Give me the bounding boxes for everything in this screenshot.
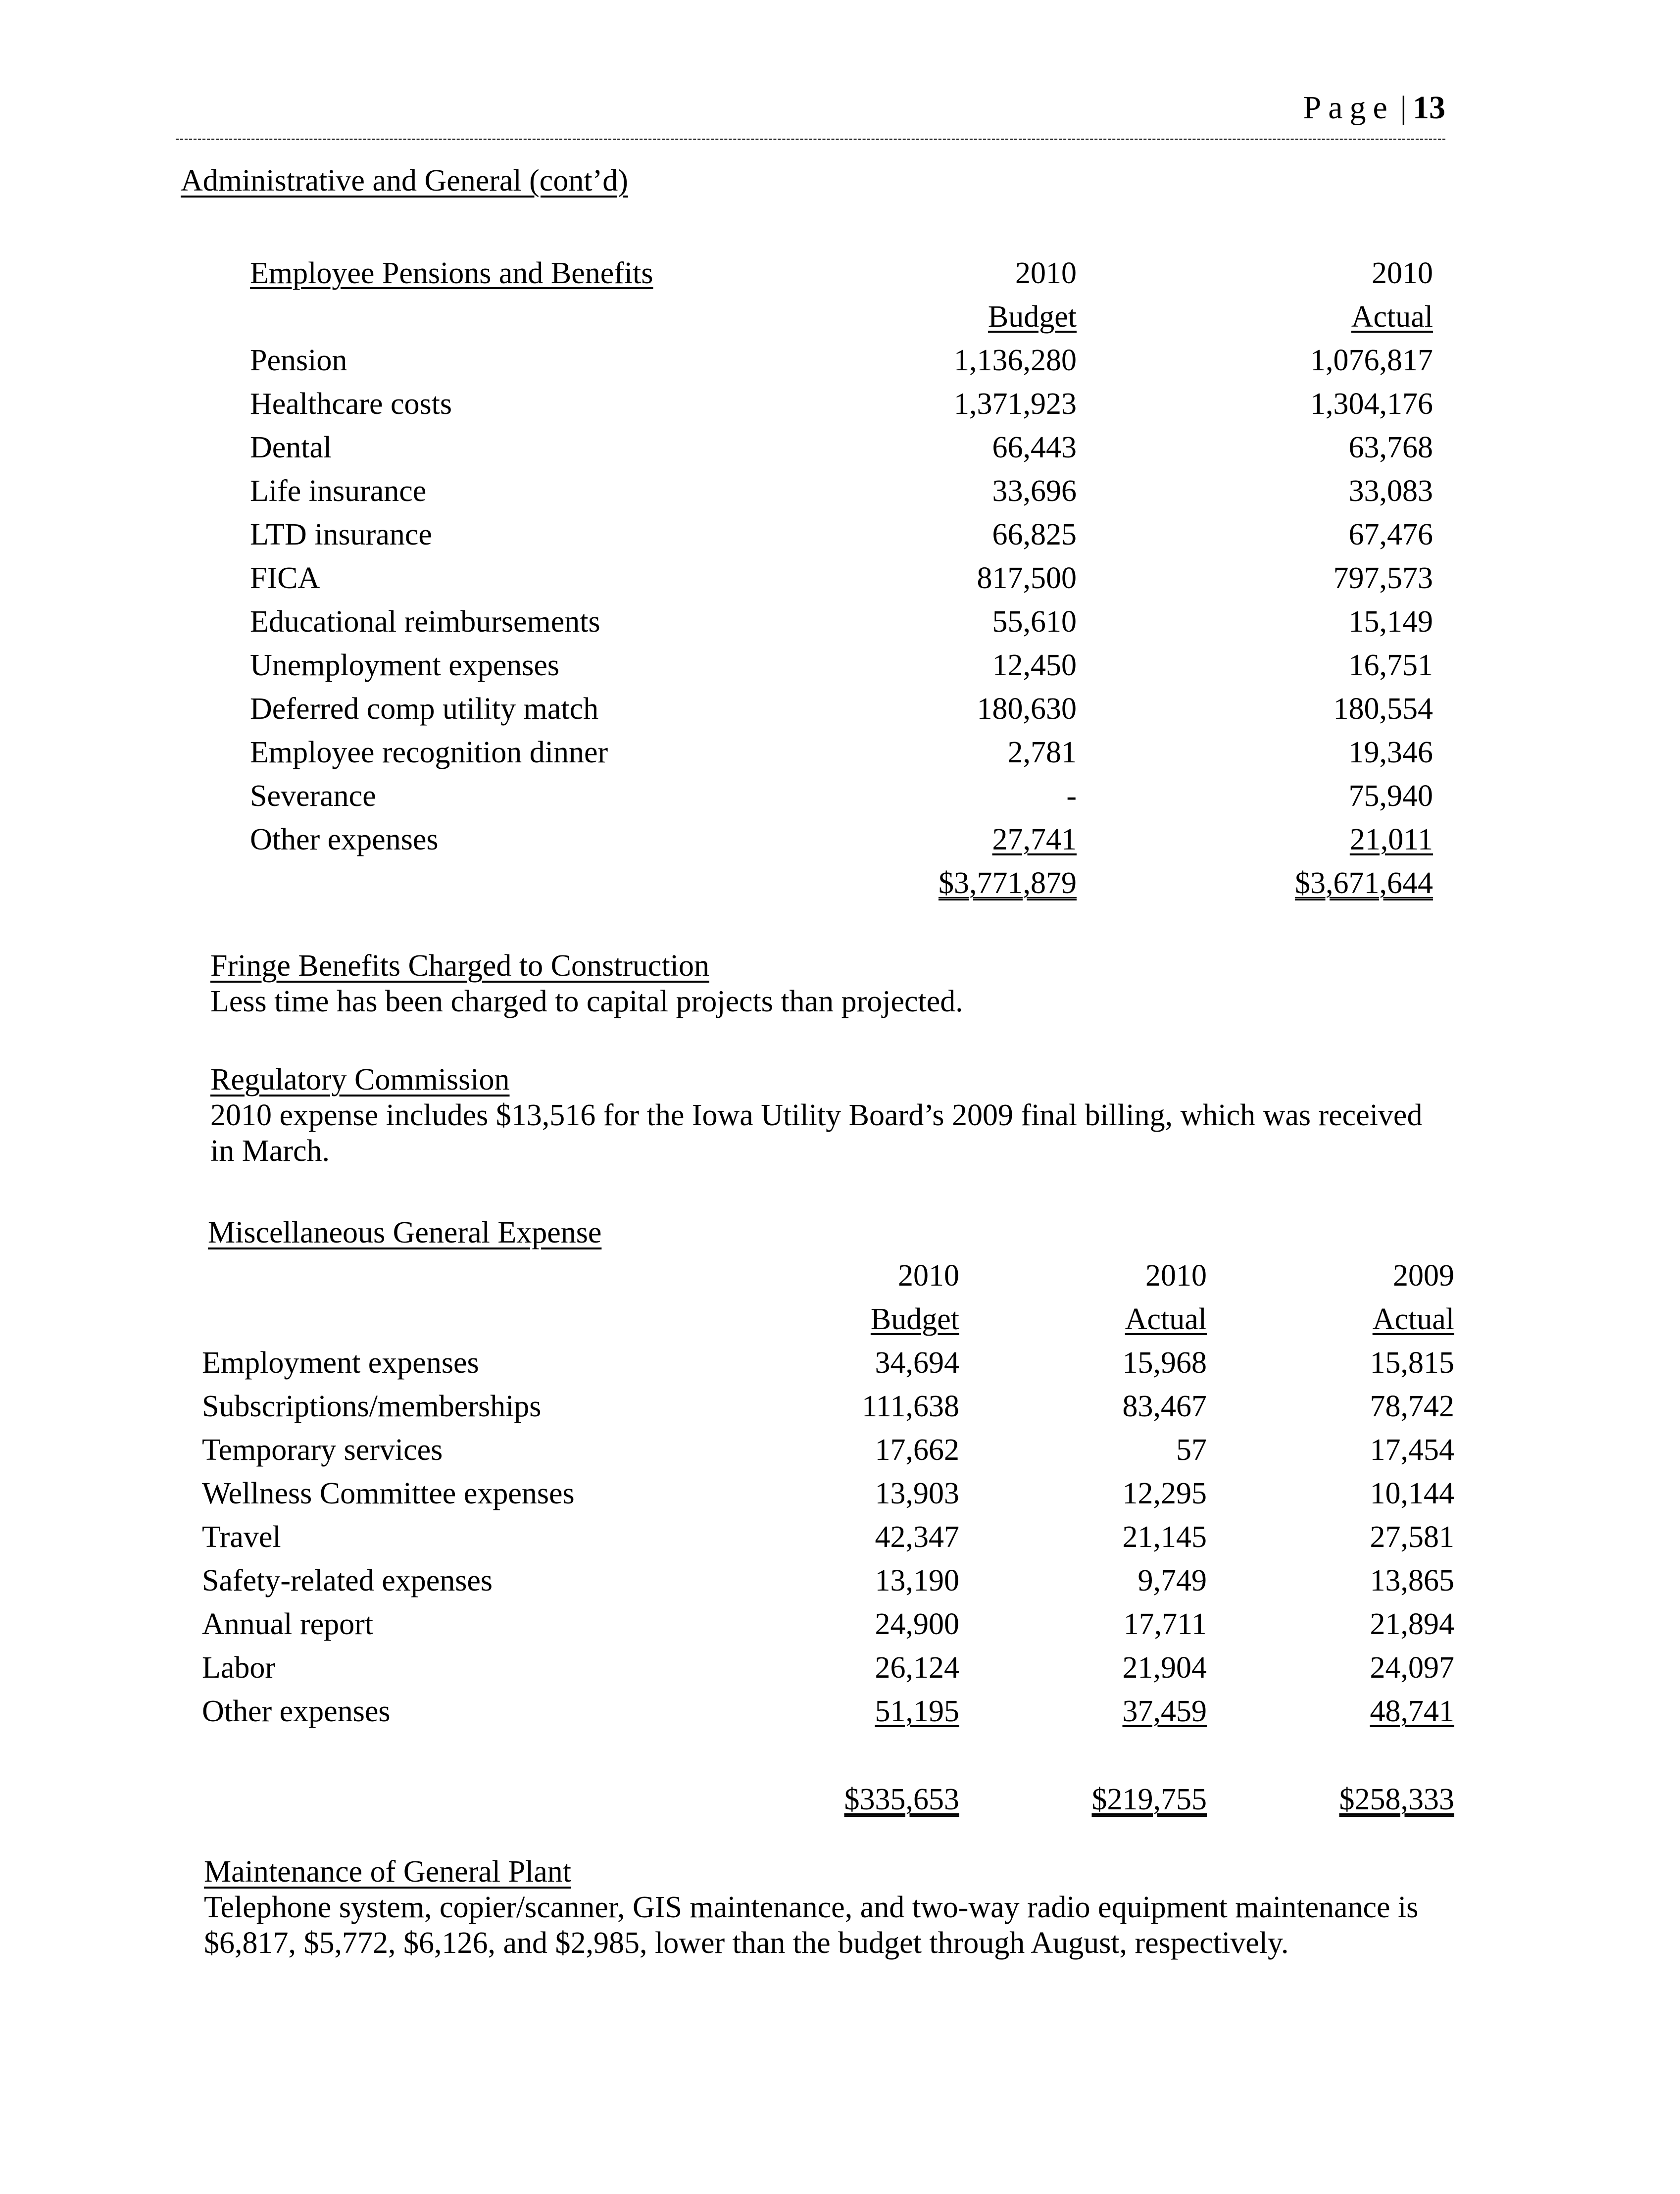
misc-col-year: 2010 — [1145, 1259, 1207, 1293]
misc-col-label: Budget — [870, 1302, 959, 1336]
budget-2010-value: 26,124 — [875, 1651, 959, 1685]
row-label: Dental — [250, 431, 332, 464]
budget-value: 2,781 — [1007, 736, 1077, 769]
regulatory-title: Regulatory Commission — [210, 1063, 510, 1097]
table-row — [202, 1598, 1454, 1642]
misc-table — [202, 1250, 1454, 1817]
table-row — [250, 814, 1433, 857]
actual-2010-value: 9,749 — [1137, 1564, 1207, 1597]
actual-2009-value: 24,097 — [1370, 1651, 1454, 1685]
budget-2010-total: $335,653 — [844, 1783, 959, 1816]
budget-value: 66,825 — [992, 518, 1077, 551]
table-row — [250, 727, 1433, 770]
row-label: Other expenses — [202, 1695, 391, 1728]
pensions-col-label: Budget — [988, 300, 1077, 334]
budget-value: 55,610 — [992, 605, 1077, 639]
actual-2010-value: 17,711 — [1123, 1607, 1207, 1641]
actual-value: 63,768 — [1348, 431, 1433, 464]
row-label: Annual report — [202, 1607, 374, 1641]
row-label: Deferred comp utility match — [250, 692, 599, 726]
table-row — [202, 1381, 1454, 1424]
pensions-table — [250, 248, 1433, 901]
section-title: Administrative and General (cont’d) — [181, 164, 628, 198]
actual-value: 1,076,817 — [1310, 344, 1433, 377]
actual-2010-value: 15,968 — [1122, 1346, 1207, 1380]
fringe-title: Fringe Benefits Charged to Construction — [210, 949, 709, 983]
row-label: Pension — [250, 344, 347, 377]
table-row — [250, 378, 1433, 422]
table-row — [202, 1642, 1454, 1686]
fringe-text: Less time has been charged to capital projects than projected. — [210, 985, 963, 1018]
budget-value: 817,500 — [977, 561, 1077, 595]
page-header — [176, 89, 1445, 140]
actual-2010-value: 12,295 — [1122, 1477, 1207, 1510]
budget-2010-value: 42,347 — [875, 1520, 959, 1554]
actual-total: $3,671,644 — [1295, 866, 1433, 900]
actual-2010-value: 83,467 — [1122, 1390, 1207, 1423]
budget-value: 1,371,923 — [954, 387, 1077, 421]
row-label: Other expenses — [250, 823, 439, 856]
row-label: LTD insurance — [250, 518, 432, 551]
pensions-col-year: 2010 — [1372, 256, 1433, 290]
table-row — [250, 465, 1433, 509]
misc-header-year-row — [202, 1250, 1454, 1294]
row-label: Subscriptions/memberships — [202, 1390, 542, 1423]
row-label: FICA — [250, 561, 320, 595]
table-row — [202, 1511, 1454, 1555]
actual-2010-total: $219,755 — [1091, 1783, 1207, 1816]
pensions-col-year: 2010 — [1015, 256, 1077, 290]
actual-value: 180,554 — [1333, 692, 1433, 726]
row-label: Unemployment expenses — [250, 648, 560, 682]
total-row — [250, 857, 1433, 901]
actual-2010-value: 57 — [1176, 1433, 1207, 1467]
page-number-label — [1303, 89, 1445, 127]
budget-value: 66,443 — [992, 431, 1077, 464]
budget-2010-value: 111,638 — [862, 1390, 959, 1423]
row-label: Healthcare costs — [250, 387, 452, 421]
row-label: Temporary services — [202, 1433, 443, 1467]
budget-2010-value: 51,195 — [875, 1695, 959, 1728]
budget-2010-value: 13,903 — [875, 1477, 959, 1510]
table-row — [202, 1337, 1454, 1381]
misc-col-year: 2009 — [1393, 1259, 1454, 1293]
actual-2010-value: 37,459 — [1122, 1695, 1207, 1728]
actual-value: 33,083 — [1348, 474, 1433, 508]
table-row — [250, 422, 1433, 465]
misc-header-label-row — [202, 1294, 1454, 1337]
table-row — [250, 640, 1433, 683]
fringe-section — [210, 948, 1448, 1019]
row-label: Wellness Committee expenses — [202, 1477, 575, 1510]
misc-col-label: Actual — [1372, 1302, 1454, 1336]
table-row — [250, 683, 1433, 727]
budget-2010-value: 34,694 — [875, 1346, 959, 1380]
budget-2010-value: 13,190 — [875, 1564, 959, 1597]
budget-value: 1,136,280 — [954, 344, 1077, 377]
actual-2009-value: 10,144 — [1370, 1477, 1454, 1510]
misc-col-year: 2010 — [898, 1259, 959, 1293]
table-row — [250, 509, 1433, 552]
page-number: 13 — [1413, 90, 1445, 126]
actual-value: 16,751 — [1348, 648, 1433, 682]
actual-2010-value: 21,904 — [1122, 1651, 1207, 1685]
row-label: Life insurance — [250, 474, 427, 508]
regulatory-text: 2010 expense includes $13,516 for the Iowa Utility Board’s 2009 final billing, which was received in March. — [210, 1098, 1423, 1168]
actual-value: 1,304,176 — [1310, 387, 1433, 421]
budget-value: - — [1066, 779, 1077, 813]
actual-2009-value: 21,894 — [1370, 1607, 1454, 1641]
actual-2009-value: 17,454 — [1370, 1433, 1454, 1467]
actual-2009-value: 48,741 — [1370, 1695, 1454, 1728]
pensions-title: Employee Pensions and Benefits — [250, 256, 653, 290]
regulatory-section — [210, 1062, 1448, 1169]
table-row — [202, 1424, 1454, 1468]
page-word: Page — [1303, 90, 1394, 126]
row-label: Travel — [202, 1520, 281, 1554]
pensions-header-year-row — [250, 248, 1433, 291]
actual-2009-value: 78,742 — [1370, 1390, 1454, 1423]
budget-value: 12,450 — [992, 648, 1077, 682]
actual-value: 797,573 — [1333, 561, 1433, 595]
actual-2009-total: $258,333 — [1339, 1783, 1454, 1816]
actual-value: 15,149 — [1348, 605, 1433, 639]
table-row — [250, 596, 1433, 640]
maintenance-text: Telephone system, copier/scanner, GIS maintenance, and two-way radio equipment maintenance is $6,817, $5,772, $6,126, and $2,985, lower than the budget through August, respectively. — [204, 1891, 1419, 1960]
row-label: Employment expenses — [202, 1346, 479, 1380]
budget-2010-value: 24,900 — [875, 1607, 959, 1641]
misc-title: Miscellaneous General Expense — [208, 1216, 602, 1249]
actual-value: 19,346 — [1348, 736, 1433, 769]
misc-col-label: Actual — [1125, 1302, 1207, 1336]
row-label: Severance — [250, 779, 376, 813]
maintenance-title: Maintenance of General Plant — [204, 1855, 571, 1889]
actual-2010-value: 21,145 — [1122, 1520, 1207, 1554]
maintenance-section — [204, 1854, 1451, 1961]
spacer-row — [202, 1729, 1454, 1774]
actual-value: 67,476 — [1348, 518, 1433, 551]
table-row — [202, 1468, 1454, 1511]
actual-2009-value: 15,815 — [1370, 1346, 1454, 1380]
row-label: Labor — [202, 1651, 276, 1685]
table-row — [202, 1686, 1454, 1729]
budget-value: 33,696 — [992, 474, 1077, 508]
row-label: Safety-related expenses — [202, 1564, 493, 1597]
table-row — [250, 770, 1433, 814]
pensions-header-label-row — [250, 291, 1433, 335]
budget-2010-value: 17,662 — [875, 1433, 959, 1467]
row-label: Educational reimbursements — [250, 605, 600, 639]
table-row — [250, 552, 1433, 596]
row-label: Employee recognition dinner — [250, 736, 608, 769]
actual-2009-value: 13,865 — [1370, 1564, 1454, 1597]
actual-value: 21,011 — [1349, 823, 1433, 856]
table-row — [250, 335, 1433, 378]
budget-value: 180,630 — [977, 692, 1077, 726]
total-row — [202, 1774, 1454, 1817]
budget-value: 27,741 — [992, 823, 1077, 856]
page-separator: | — [1400, 90, 1407, 126]
budget-total: $3,771,879 — [939, 866, 1077, 900]
actual-2009-value: 27,581 — [1370, 1520, 1454, 1554]
table-row — [202, 1555, 1454, 1598]
actual-value: 75,940 — [1348, 779, 1433, 813]
pensions-col-label: Actual — [1351, 300, 1433, 334]
